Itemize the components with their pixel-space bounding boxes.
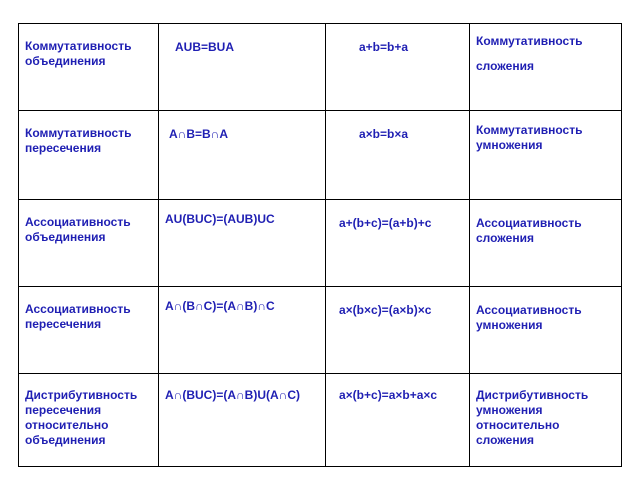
set-property-name-line: пересечения: [25, 317, 102, 331]
number-property-name-line: Ассоциативность: [476, 303, 582, 317]
set-property-name-line: объединения: [25, 54, 106, 68]
set-formula-cell: [159, 287, 326, 374]
set-property-name-cell: [19, 374, 159, 467]
number-property-name-line: умножения: [476, 138, 543, 152]
set-formula-cell: [159, 24, 326, 111]
number-formula-cell: [326, 374, 470, 467]
number-property-name-line: умножения: [476, 318, 543, 332]
set-formula-cell: [159, 200, 326, 287]
set-formula-cell: [159, 374, 326, 467]
set-property-name-line: пересечения: [25, 403, 102, 417]
set-formula: A∩B=B∩A: [169, 127, 229, 141]
number-property-name-line: сложения: [476, 433, 534, 447]
number-formula: a+b=b+a: [359, 40, 409, 54]
number-property-name-line: умножения: [476, 403, 543, 417]
number-property-name-cell: [470, 200, 622, 287]
set-property-name-cell: [19, 287, 159, 374]
set-property-name-line: относительно: [25, 418, 109, 432]
number-property-name-cell: [470, 111, 622, 200]
set-property-name-cell: [19, 24, 159, 111]
set-formula: A∩(B∩C)=(A∩B)∩C: [165, 299, 275, 313]
set-property-name-line: пересечения: [25, 141, 102, 155]
table-row: [19, 374, 622, 467]
number-property-name-line: Ассоциативность: [476, 216, 582, 230]
set-property-name-line: Коммутативность: [25, 39, 132, 53]
set-property-name-line: Ассоциативность: [25, 302, 131, 316]
set-property-name-line: объединения: [25, 230, 106, 244]
number-formula-cell: [326, 287, 470, 374]
number-formula-cell: [326, 200, 470, 287]
number-formula-cell: [326, 111, 470, 200]
set-formula: AU(BUC)=(AUB)UC: [165, 212, 275, 226]
number-property-name-line: сложения: [476, 59, 534, 73]
table-row: [19, 200, 622, 287]
number-formula: a×(b×c)=(a×b)×c: [339, 303, 432, 317]
table-row: [19, 287, 622, 374]
number-formula: a×b=b×a: [359, 127, 409, 141]
set-property-name-cell: [19, 200, 159, 287]
number-property-name-line: Дистрибутивность: [476, 388, 589, 402]
set-property-name-line: Коммутативность: [25, 126, 132, 140]
number-property-name-cell: [470, 24, 622, 111]
number-formula: a×(b+c)=a×b+a×c: [339, 388, 438, 402]
number-property-name-line: сложения: [476, 231, 534, 245]
number-property-name-line: относительно: [476, 418, 560, 432]
set-formula: AUB=BUA: [175, 40, 235, 54]
number-property-name-cell: [470, 287, 622, 374]
number-property-name-line: Коммутативность: [476, 123, 583, 137]
number-formula-cell: [326, 24, 470, 111]
table-row: [19, 24, 622, 111]
set-property-name-line: объединения: [25, 433, 106, 447]
table-row: [19, 111, 622, 200]
set-property-name-line: Дистрибутивность: [25, 388, 138, 402]
properties-table: [18, 23, 622, 467]
set-property-name-line: Ассоциативность: [25, 215, 131, 229]
number-property-name-line: Коммутативность: [476, 34, 583, 48]
number-property-name-cell: [470, 374, 622, 467]
set-property-name-cell: [19, 111, 159, 200]
number-formula: a+(b+c)=(a+b)+c: [339, 216, 432, 230]
set-formula-cell: [159, 111, 326, 200]
set-formula: A∩(BUC)=(A∩B)U(A∩C): [165, 388, 300, 402]
